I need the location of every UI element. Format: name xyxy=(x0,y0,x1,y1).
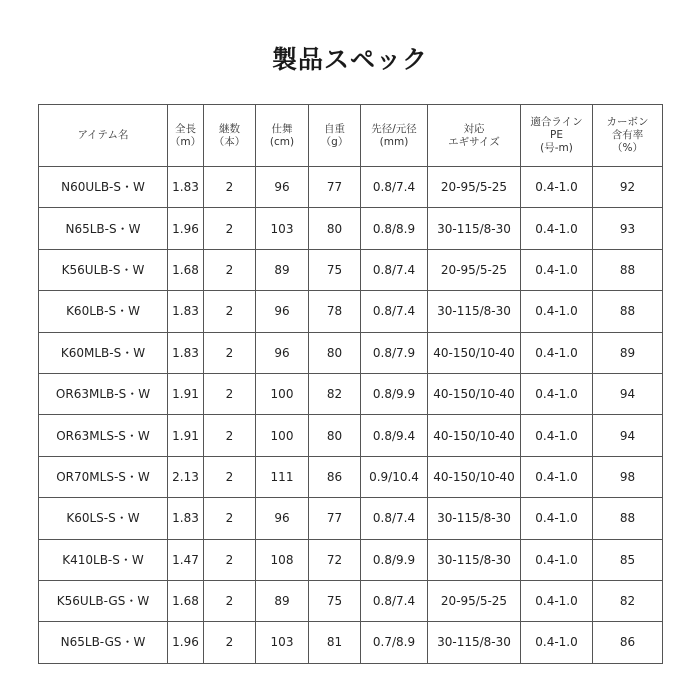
tip-butt-cell: 0.8/7.9 xyxy=(361,332,428,373)
header-text: （本） xyxy=(213,135,246,148)
weight-cell: 86 xyxy=(309,456,361,497)
header-weight xyxy=(309,105,361,167)
item-name-cell xyxy=(39,539,168,580)
item-name-text: OR70MLS-S・W xyxy=(56,469,150,484)
item-name-cell xyxy=(39,249,168,290)
egi-size-cell: 30-115/8-30 xyxy=(428,291,521,332)
header-text: 継数 xyxy=(219,122,240,135)
line-cell: 0.4-1.0 xyxy=(521,622,593,663)
tip-butt-cell: 0.8/9.9 xyxy=(361,373,428,414)
table-row xyxy=(39,208,663,249)
item-name-cell xyxy=(39,456,168,497)
egi-size-cell: 30-115/8-30 xyxy=(428,208,521,249)
item-name-cell xyxy=(39,498,168,539)
weight-cell: 80 xyxy=(309,208,361,249)
closed-length-cell: 96 xyxy=(256,332,309,373)
carbon-cell: 92 xyxy=(593,167,663,208)
table-body xyxy=(39,167,663,664)
length-cell: 2.13 xyxy=(168,456,204,497)
egi-size-cell: 40-150/10-40 xyxy=(428,332,521,373)
weight-cell: 78 xyxy=(309,291,361,332)
tip-butt-cell: 0.8/7.4 xyxy=(361,498,428,539)
table-row xyxy=(39,622,663,663)
item-name-cell xyxy=(39,415,168,456)
line-cell: 0.4-1.0 xyxy=(521,208,593,249)
carbon-cell: 82 xyxy=(593,580,663,621)
line-cell: 0.4-1.0 xyxy=(521,249,593,290)
egi-size-cell: 20-95/5-25 xyxy=(428,249,521,290)
weight-cell: 77 xyxy=(309,498,361,539)
closed-length-cell: 96 xyxy=(256,167,309,208)
tip-butt-cell: 0.8/7.4 xyxy=(361,167,428,208)
closed-length-cell: 103 xyxy=(256,208,309,249)
header-text: （%） xyxy=(612,142,643,154)
header-egi-size xyxy=(428,105,521,167)
header-text: 自重 xyxy=(324,122,345,135)
line-cell: 0.4-1.0 xyxy=(521,415,593,456)
closed-length-cell: 108 xyxy=(256,539,309,580)
page-title: 製品スペック xyxy=(271,45,428,74)
closed-length-cell: 100 xyxy=(256,415,309,456)
table-row xyxy=(39,332,663,373)
egi-size-cell: 40-150/10-40 xyxy=(428,415,521,456)
header-carbon-content xyxy=(593,105,663,167)
pieces-cell: 2 xyxy=(204,291,256,332)
header-text: PE xyxy=(550,129,563,141)
line-cell: 0.4-1.0 xyxy=(521,291,593,332)
header-text: 適合ライン xyxy=(530,116,583,128)
carbon-cell: 88 xyxy=(593,498,663,539)
item-name-text: K60LS-S・W xyxy=(66,511,140,526)
carbon-cell: 86 xyxy=(593,622,663,663)
header-text: (号-m) xyxy=(540,142,573,154)
pieces-cell: 2 xyxy=(204,332,256,373)
pieces-cell: 2 xyxy=(204,208,256,249)
header-text: 先径/元径 xyxy=(371,122,417,135)
header-text: （g） xyxy=(320,135,349,148)
item-name-text: K60MLB-S・W xyxy=(60,345,146,360)
item-name-text: N60ULB-S・W xyxy=(61,180,145,195)
egi-size-cell: 30-115/8-30 xyxy=(428,498,521,539)
item-name-cell xyxy=(39,291,168,332)
length-cell: 1.96 xyxy=(168,208,204,249)
carbon-cell: 94 xyxy=(593,373,663,414)
item-name-text: K56ULB-GS・W xyxy=(56,594,150,609)
egi-size-cell: 30-115/8-30 xyxy=(428,622,521,663)
header-text: 含有率 xyxy=(611,129,644,141)
spec-table xyxy=(38,104,663,664)
header-text: 仕舞 xyxy=(271,122,293,135)
header-closed-length xyxy=(256,105,309,167)
item-name-text: OR63MLB-S・W xyxy=(55,387,151,402)
item-name-text: K410LB-S・W xyxy=(62,552,144,567)
weight-cell: 80 xyxy=(309,332,361,373)
item-name-cell xyxy=(39,208,168,249)
weight-cell: 80 xyxy=(309,415,361,456)
header-pieces xyxy=(204,105,256,167)
closed-length-cell: 96 xyxy=(256,498,309,539)
pieces-cell: 2 xyxy=(204,249,256,290)
table-row xyxy=(39,539,663,580)
carbon-cell: 88 xyxy=(593,291,663,332)
egi-size-cell: 40-150/10-40 xyxy=(428,373,521,414)
item-name-text: K56ULB-S・W xyxy=(61,262,145,277)
closed-length-cell: 100 xyxy=(256,373,309,414)
item-name-text: K60LB-S・W xyxy=(66,304,140,319)
closed-length-cell: 89 xyxy=(256,580,309,621)
pieces-cell: 2 xyxy=(204,415,256,456)
tip-butt-cell: 0.8/8.9 xyxy=(361,208,428,249)
weight-cell: 77 xyxy=(309,167,361,208)
length-cell: 1.68 xyxy=(168,249,204,290)
line-cell: 0.4-1.0 xyxy=(521,539,593,580)
weight-cell: 75 xyxy=(309,249,361,290)
weight-cell: 81 xyxy=(309,622,361,663)
line-cell: 0.4-1.0 xyxy=(521,167,593,208)
item-name-text: N65LB-S・W xyxy=(65,221,141,236)
pieces-cell: 2 xyxy=(204,539,256,580)
length-cell: 1.91 xyxy=(168,415,204,456)
length-cell: 1.47 xyxy=(168,539,204,580)
length-cell: 1.83 xyxy=(168,332,204,373)
length-cell: 1.83 xyxy=(168,498,204,539)
tip-butt-cell: 0.8/9.4 xyxy=(361,415,428,456)
egi-size-cell: 20-95/5-25 xyxy=(428,167,521,208)
pieces-cell: 2 xyxy=(204,498,256,539)
weight-cell: 72 xyxy=(309,539,361,580)
length-cell: 1.96 xyxy=(168,622,204,663)
carbon-cell: 98 xyxy=(593,456,663,497)
header-text: （m） xyxy=(169,135,202,148)
table-row xyxy=(39,415,663,456)
item-name-text: OR63MLS-S・W xyxy=(56,428,150,443)
closed-length-cell: 111 xyxy=(256,456,309,497)
tip-butt-cell: 0.9/10.4 xyxy=(361,456,428,497)
pieces-cell: 2 xyxy=(204,167,256,208)
table-row xyxy=(39,456,663,497)
header-text: カーボン xyxy=(606,116,649,128)
tip-butt-cell: 0.8/7.4 xyxy=(361,291,428,332)
carbon-cell: 93 xyxy=(593,208,663,249)
carbon-cell: 85 xyxy=(593,539,663,580)
item-name-cell xyxy=(39,167,168,208)
header-text: アイテム名 xyxy=(77,129,129,141)
line-cell: 0.4-1.0 xyxy=(521,456,593,497)
header-text: (cm) xyxy=(269,135,295,148)
tip-butt-cell: 0.8/7.4 xyxy=(361,580,428,621)
closed-length-cell: 96 xyxy=(256,291,309,332)
line-cell: 0.4-1.0 xyxy=(521,373,593,414)
closed-length-cell: 103 xyxy=(256,622,309,663)
length-cell: 1.68 xyxy=(168,580,204,621)
table-row xyxy=(39,580,663,621)
header-text: 対応 xyxy=(463,122,485,135)
egi-size-cell: 30-115/8-30 xyxy=(428,539,521,580)
table-row xyxy=(39,373,663,414)
header-line-pe xyxy=(521,105,593,167)
tip-butt-cell: 0.8/9.9 xyxy=(361,539,428,580)
pieces-cell: 2 xyxy=(204,373,256,414)
closed-length-cell: 89 xyxy=(256,249,309,290)
egi-size-cell: 40-150/10-40 xyxy=(428,456,521,497)
item-name-text: N65LB-GS・W xyxy=(60,635,146,650)
table-row xyxy=(39,291,663,332)
tip-butt-cell: 0.7/8.9 xyxy=(361,622,428,663)
header-text: (mm) xyxy=(379,135,409,148)
header-text: 全長 xyxy=(175,122,196,135)
length-cell: 1.83 xyxy=(168,167,204,208)
item-name-cell xyxy=(39,332,168,373)
header-text: エギサイズ xyxy=(448,135,500,148)
egi-size-cell: 20-95/5-25 xyxy=(428,580,521,621)
carbon-cell: 88 xyxy=(593,249,663,290)
weight-cell: 75 xyxy=(309,580,361,621)
line-cell: 0.4-1.0 xyxy=(521,332,593,373)
length-cell: 1.83 xyxy=(168,291,204,332)
length-cell: 1.91 xyxy=(168,373,204,414)
pieces-cell: 2 xyxy=(204,580,256,621)
carbon-cell: 94 xyxy=(593,415,663,456)
table-row xyxy=(39,498,663,539)
line-cell: 0.4-1.0 xyxy=(521,580,593,621)
weight-cell: 82 xyxy=(309,373,361,414)
carbon-cell: 89 xyxy=(593,332,663,373)
header-item-name xyxy=(39,105,168,167)
header-length xyxy=(168,105,204,167)
table-row xyxy=(39,249,663,290)
pieces-cell: 2 xyxy=(204,456,256,497)
item-name-cell xyxy=(39,622,168,663)
tip-butt-cell: 0.8/7.4 xyxy=(361,249,428,290)
header-row xyxy=(39,105,663,167)
header-tip-butt-diameter xyxy=(361,105,428,167)
line-cell: 0.4-1.0 xyxy=(521,498,593,539)
table-row xyxy=(39,167,663,208)
pieces-cell: 2 xyxy=(204,622,256,663)
item-name-cell xyxy=(39,373,168,414)
item-name-cell xyxy=(39,580,168,621)
